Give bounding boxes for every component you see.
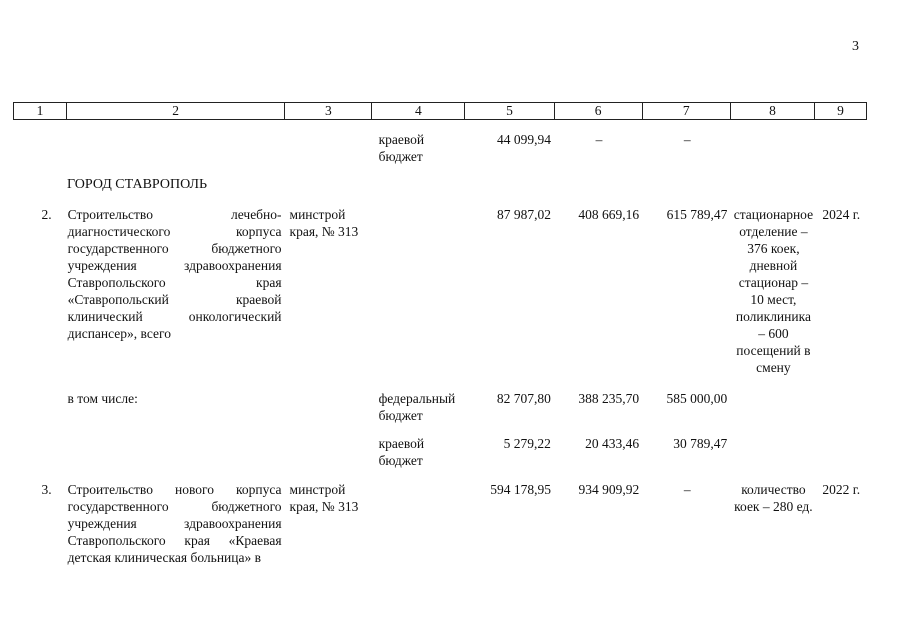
table-row bbox=[13, 390, 867, 424]
header-row bbox=[13, 102, 867, 120]
object-name: Строительство лечебно-диагностического корпуса государственного бюджетного учреждения здравоохранения Ставропольского края «Ставропольский краевой клинический онкологический диспансер», всего bbox=[67, 207, 282, 341]
amount-col-7: – bbox=[683, 132, 691, 147]
table-header bbox=[13, 102, 867, 120]
row-index: 3. bbox=[41, 482, 52, 497]
header-col-7: 7 bbox=[643, 103, 731, 119]
customer: минстрой края, № 313 bbox=[289, 207, 359, 239]
funding-source: краевой бюджет bbox=[378, 132, 425, 164]
header-col-8: 8 bbox=[731, 103, 815, 119]
amount-col-6: 388 235,70 bbox=[578, 391, 640, 406]
amount-col-6: 934 909,92 bbox=[578, 482, 640, 497]
subrow-label: в том числе: bbox=[67, 391, 138, 406]
amount-col-5: 87 987,02 bbox=[496, 207, 551, 222]
table-row bbox=[13, 481, 867, 566]
funding-source: краевой бюджет bbox=[378, 436, 425, 468]
header-col-4: 4 bbox=[372, 103, 465, 119]
year: 2024 г. bbox=[822, 207, 861, 222]
object-name: Строительство нового корпуса государственного бюджетного учреждения здравоохранения Ставропольского края «Краевая детская клиническая больница» в bbox=[67, 482, 282, 565]
header-col-1: 1 bbox=[14, 103, 67, 119]
amount-col-7: – bbox=[683, 482, 691, 497]
capacity: стационарное отделение – 376 коек, дневной стационар – 10 мест, поликлиника – 600 посещений в смену bbox=[733, 207, 814, 375]
amount-col-6: 20 433,46 bbox=[585, 436, 640, 451]
customer: минстрой края, № 313 bbox=[289, 482, 359, 514]
header-col-9: 9 bbox=[837, 103, 844, 118]
amount-col-6: 408 669,16 bbox=[578, 207, 640, 222]
table-row bbox=[13, 206, 867, 376]
row-index: 2. bbox=[41, 207, 52, 222]
header-col-5: 5 bbox=[465, 103, 554, 119]
year: 2022 г. bbox=[822, 482, 861, 497]
amount-col-7: 30 789,47 bbox=[673, 436, 728, 451]
header-col-6: 6 bbox=[555, 103, 643, 119]
amount-col-5: 82 707,80 bbox=[496, 391, 551, 406]
amount-col-5: 5 279,22 bbox=[503, 436, 551, 451]
section-title: ГОРОД СТАВРОПОЛЬ bbox=[67, 177, 208, 192]
amount-col-6: – bbox=[595, 132, 603, 147]
funding-source: федеральный бюджет bbox=[378, 391, 456, 423]
table-row bbox=[13, 435, 867, 469]
amount-col-7: 615 789,47 bbox=[666, 207, 728, 222]
header-col-3: 3 bbox=[285, 103, 372, 119]
capacity: количество коек – 280 ед. bbox=[734, 482, 813, 514]
amount-col-5: 594 178,95 bbox=[490, 482, 551, 497]
header-col-2: 2 bbox=[67, 103, 285, 119]
amount-col-5: 44 099,94 bbox=[496, 132, 551, 147]
amount-col-7: 585 000,00 bbox=[666, 391, 728, 406]
page-number: 3 bbox=[852, 39, 859, 54]
table-row bbox=[13, 131, 867, 165]
